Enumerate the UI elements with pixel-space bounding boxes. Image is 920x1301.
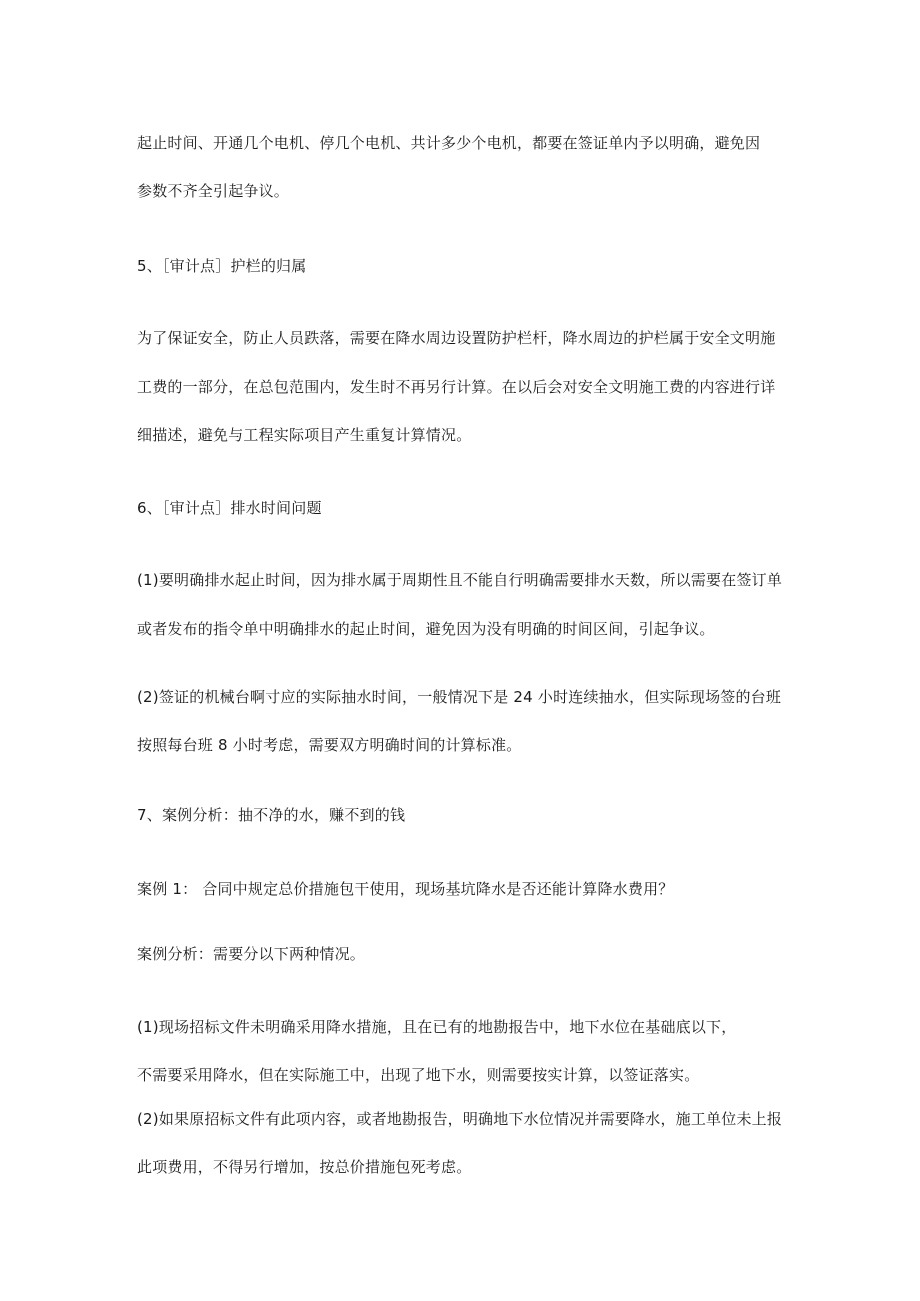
paragraph-line: 为了保证安全，防止人员跌落，需要在降水周边设置防护栏杆，降水周边的护栏属于安全文明施	[137, 329, 776, 347]
paragraph-line: 此项费用，不得另行增加，按总价措施包死考虑。	[137, 1158, 472, 1176]
paragraph-line: 或者发布的指令单中明确排水的起止时间，避免因为没有明确的时间区间，引起争议。	[137, 620, 715, 638]
paragraph-line: (2)如果原招标文件有此项内容，或者地勘报告，明确地下水位情况并需要降水，施工单位未上报	[137, 1110, 783, 1128]
section-heading: 5、［审计点］护栏的归属	[137, 257, 307, 275]
paragraph-line: (1)要明确排水起止时间，因为排水属于周期性且不能自行明确需要排水天数，所以需要在签订单	[137, 571, 783, 589]
paragraph-line: 按照每台班 8 小时考虑，需要双方明确时间的计算标准。	[137, 736, 522, 754]
paragraph-line: 参数不齐全引起争议。	[137, 182, 290, 200]
paragraph-line: 起止时间、开通几个电机、停几个电机、共计多少个电机，都要在签证单内予以明确，避免因	[137, 134, 761, 152]
paragraph-line: 工费的一部分，在总包范围内，发生时不再另行计算。在以后会对安全文明施工费的内容进行详	[137, 378, 776, 396]
paragraph-line: (2)签证的机械台啊寸应的实际抽水时间，一般情况下是 24 小时连续抽水，但实际现场签的台班	[137, 688, 782, 706]
paragraph-line: 不需要采用降水，但在实际施工中，出现了地下水，则需要按实计算，以签证落实。	[137, 1066, 700, 1084]
section-heading: 6、［审计点］排水时间问题	[137, 499, 322, 517]
paragraph-line: 案例分析：需要分以下两种情况。	[137, 945, 366, 963]
case-title: 案例 1： 合同中规定总价措施包干使用，现场基坑降水是否还能计算降水费用？	[137, 880, 674, 898]
paragraph-line: 细描述，避免与工程实际项目产生重复计算情况。	[137, 426, 472, 444]
paragraph-line: (1)现场招标文件未明确采用降水措施，且在已有的地勘报告中，地下水位在基础底以下，	[137, 1018, 737, 1036]
section-heading: 7、案例分析：抽不净的水，赚不到的钱	[137, 806, 406, 824]
